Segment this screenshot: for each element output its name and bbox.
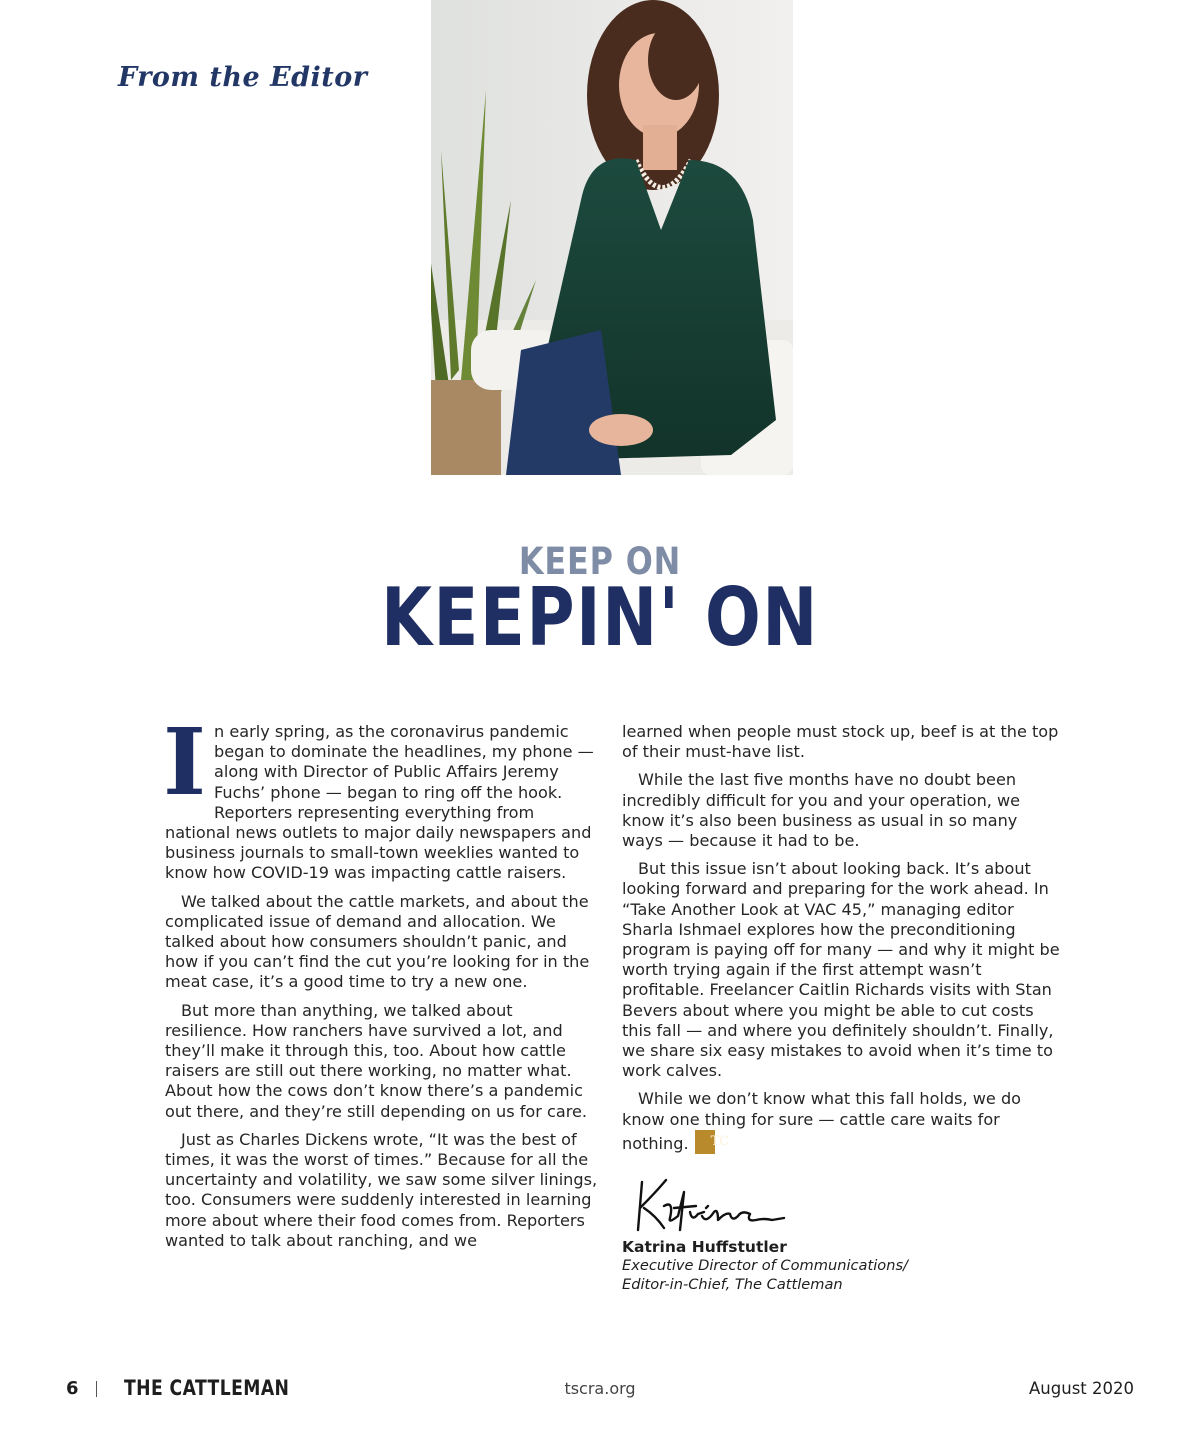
headline: KEEPIN' ON xyxy=(381,571,819,664)
article-paragraph: But more than anything, we talked about resilience. How ranchers have survived a lot, and they’ll make it through this, too. About how cattle raisers are still out there working, no matter what. About how the cows don’t know there’s a pandemic out there, and they’re still depending on us for care. xyxy=(165,1000,587,1121)
footer-url[interactable]: tscra.org xyxy=(564,1379,636,1398)
magazine-name: THE CATTLEMAN xyxy=(124,1376,290,1400)
article-paragraph: Just as Charles Dickens wrote, “It was the best of times, it was the worst of times.” Because for all the uncertainty and volatility, we saw some silver linings, too. Consumers were suddenly interested in learning more about where their food comes from. Reporters wanted to talk about ranching, and we xyxy=(165,1129,598,1250)
page-number: 6 xyxy=(66,1378,79,1399)
article-column-right xyxy=(622,722,1060,1162)
article-paragraph: learned when people must stock up, beef is at the top of their must-have list. xyxy=(622,722,1059,762)
author-name: Katrina Huffstutler xyxy=(622,1238,787,1256)
drop-cap: I xyxy=(163,708,207,816)
author-title: Executive Director of Communications/ Editor-in-Chief, The Cattleman xyxy=(622,1257,908,1293)
headline-kicker: KEEP ON xyxy=(518,540,682,583)
article-paragraph: But this issue isn’t about looking back. It’s about looking forward and preparing for the work ahead. In “Take Another Look at VAC 45,” managing editor Sharla Ishmael explores how the preconditioning program is paying off for many — and why it might be worth trying again if the first attempt wasn’t profitable. Freelancer Caitlin Richards visits with Stan Bevers about where you might be able to cut costs this fall — and where you definitely shouldn’t. Finally, we share six easy mistakes to avoid when it’s time to work calves. xyxy=(622,859,1060,1081)
editor-portrait-photo xyxy=(431,0,793,475)
portrait-illustration xyxy=(431,0,793,475)
section-label: From the Editor xyxy=(118,62,368,93)
article-paragraph: In early spring, as the coronavirus pandemic began to dominate the headlines, my phone — along with Director of Public Affairs Jeremy Fuchs’ phone — began to ring off the hook. Reporters representing everything from national news outlets to major daily newspapers and business journals to small-town weeklies wanted to know how COVID-19 was impacting cattle raisers. xyxy=(163,708,594,883)
article-paragraph: While the last five months have no doubt been incredibly difficult for you and your operation, we know it’s also been business as usual in so many ways — because it had to be. xyxy=(622,770,1021,851)
tc-end-mark-icon: TC xyxy=(695,1130,715,1154)
article-column-left xyxy=(163,708,599,1259)
article-paragraph: We talked about the cattle markets, and about the complicated issue of demand and allocation. We talked about how consumers shouldn’t panic, and how if you can’t find the cut you’re looking for in the meat case, it’s a good time to try a new one. xyxy=(165,891,590,992)
editor-signature xyxy=(634,1172,794,1240)
issue-date: August 2020 xyxy=(1029,1379,1134,1398)
article-paragraph: While we don’t know what this fall holds, we do know one thing for sure — cattle care waits for nothing. TC xyxy=(622,1089,1022,1153)
